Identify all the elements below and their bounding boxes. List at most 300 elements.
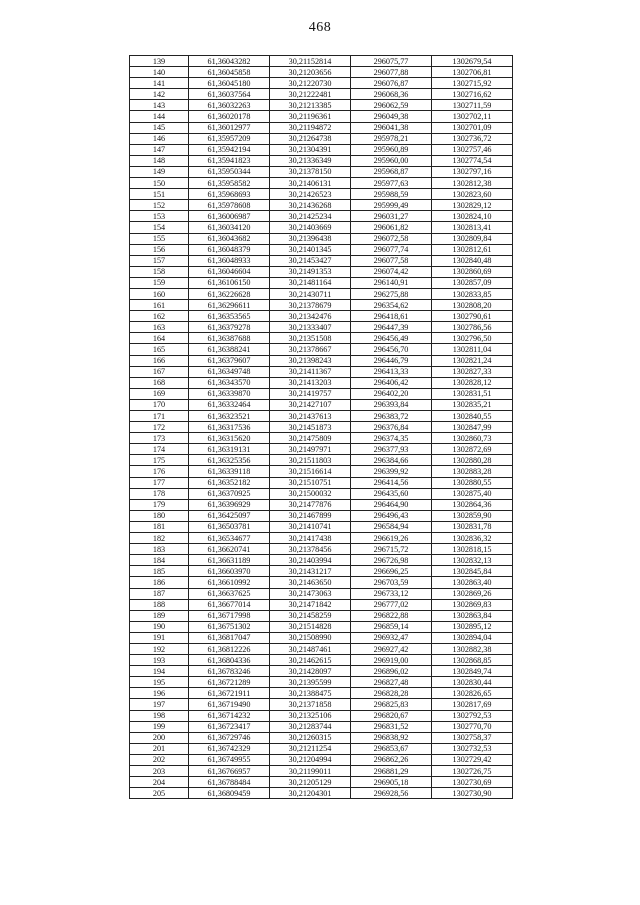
table-row	[130, 433, 513, 444]
x-coordinate-cell: 296881,29	[351, 766, 432, 777]
point-number-cell: 157	[130, 255, 189, 266]
point-number-cell: 171	[130, 411, 189, 422]
y-coordinate-cell: 1302882,38	[432, 643, 513, 654]
x-coordinate-cell: 296715,72	[351, 544, 432, 555]
latitude-cell: 61,36045180	[189, 78, 270, 89]
table-row	[130, 754, 513, 765]
x-coordinate-cell: 296932,47	[351, 632, 432, 643]
y-coordinate-cell: 1302715,92	[432, 78, 513, 89]
longitude-cell: 30,21304391	[270, 144, 351, 155]
longitude-cell: 30,21204994	[270, 754, 351, 765]
latitude-cell: 61,36020178	[189, 111, 270, 122]
x-coordinate-cell: 296414,56	[351, 477, 432, 488]
y-coordinate-cell: 1302702,11	[432, 111, 513, 122]
y-coordinate-cell: 1302827,33	[432, 366, 513, 377]
table-row	[130, 111, 513, 122]
table-row	[130, 100, 513, 111]
point-number-cell: 169	[130, 388, 189, 399]
longitude-cell: 30,21398243	[270, 355, 351, 366]
latitude-cell: 61,36370925	[189, 488, 270, 499]
y-coordinate-cell: 1302895,12	[432, 621, 513, 632]
y-coordinate-cell: 1302824,10	[432, 211, 513, 222]
point-number-cell: 189	[130, 610, 189, 621]
latitude-cell: 61,36766957	[189, 766, 270, 777]
y-coordinate-cell: 1302875,40	[432, 488, 513, 499]
latitude-cell: 61,36714232	[189, 710, 270, 721]
latitude-cell: 61,36817047	[189, 632, 270, 643]
latitude-cell: 61,36603970	[189, 566, 270, 577]
y-coordinate-cell: 1302808,20	[432, 300, 513, 311]
latitude-cell: 61,36012977	[189, 122, 270, 133]
latitude-cell: 61,36387688	[189, 333, 270, 344]
longitude-cell: 30,21283744	[270, 721, 351, 732]
longitude-cell: 30,21199011	[270, 766, 351, 777]
x-coordinate-cell: 295960,00	[351, 155, 432, 166]
longitude-cell: 30,21403669	[270, 222, 351, 233]
longitude-cell: 30,21395599	[270, 677, 351, 688]
point-number-cell: 193	[130, 655, 189, 666]
table-row	[130, 655, 513, 666]
y-coordinate-cell: 1302828,12	[432, 377, 513, 388]
x-coordinate-cell: 296825,83	[351, 699, 432, 710]
latitude-cell: 61,36043682	[189, 233, 270, 244]
longitude-cell: 30,21431217	[270, 566, 351, 577]
point-number-cell: 145	[130, 122, 189, 133]
latitude-cell: 61,36812226	[189, 643, 270, 654]
latitude-cell: 61,36034120	[189, 222, 270, 233]
table-row	[130, 588, 513, 599]
x-coordinate-cell: 296862,26	[351, 754, 432, 765]
longitude-cell: 30,21473063	[270, 588, 351, 599]
table-row	[130, 743, 513, 754]
table-row	[130, 488, 513, 499]
table-row	[130, 555, 513, 566]
table-row	[130, 178, 513, 189]
x-coordinate-cell: 296838,92	[351, 732, 432, 743]
y-coordinate-cell: 1302880,28	[432, 455, 513, 466]
point-number-cell: 176	[130, 466, 189, 477]
x-coordinate-cell: 296377,93	[351, 444, 432, 455]
longitude-cell: 30,21467899	[270, 510, 351, 521]
y-coordinate-cell: 1302864,36	[432, 499, 513, 510]
latitude-cell: 61,36048933	[189, 255, 270, 266]
x-coordinate-cell: 295988,59	[351, 189, 432, 200]
y-coordinate-cell: 1302872,69	[432, 444, 513, 455]
longitude-cell: 30,21428097	[270, 666, 351, 677]
latitude-cell: 61,36742329	[189, 743, 270, 754]
latitude-cell: 61,36729746	[189, 732, 270, 743]
latitude-cell: 61,35958582	[189, 178, 270, 189]
point-number-cell: 155	[130, 233, 189, 244]
table-row	[130, 499, 513, 510]
longitude-cell: 30,21427107	[270, 399, 351, 410]
longitude-cell: 30,21410741	[270, 521, 351, 532]
point-number-cell: 175	[130, 455, 189, 466]
latitude-cell: 61,35968693	[189, 189, 270, 200]
y-coordinate-cell: 1302729,42	[432, 754, 513, 765]
y-coordinate-cell: 1302732,53	[432, 743, 513, 754]
table-row	[130, 599, 513, 610]
longitude-cell: 30,21481164	[270, 277, 351, 288]
table-row	[130, 388, 513, 399]
table-row	[130, 732, 513, 743]
latitude-cell: 61,35950344	[189, 166, 270, 177]
latitude-cell: 61,36631189	[189, 555, 270, 566]
y-coordinate-cell: 1302821,24	[432, 355, 513, 366]
x-coordinate-cell: 296726,98	[351, 555, 432, 566]
y-coordinate-cell: 1302809,84	[432, 233, 513, 244]
x-coordinate-cell: 296354,62	[351, 300, 432, 311]
y-coordinate-cell: 1302859,90	[432, 510, 513, 521]
latitude-cell: 61,36296611	[189, 300, 270, 311]
point-number-cell: 159	[130, 277, 189, 288]
table-row	[130, 144, 513, 155]
table-row	[130, 300, 513, 311]
x-coordinate-cell: 295978,21	[351, 133, 432, 144]
x-coordinate-cell: 296075,77	[351, 56, 432, 67]
longitude-cell: 30,21325106	[270, 710, 351, 721]
y-coordinate-cell: 1302835,21	[432, 399, 513, 410]
x-coordinate-cell: 296384,66	[351, 455, 432, 466]
x-coordinate-cell: 296376,84	[351, 422, 432, 433]
table-row	[130, 277, 513, 288]
point-number-cell: 179	[130, 499, 189, 510]
table-row	[130, 566, 513, 577]
y-coordinate-cell: 1302869,83	[432, 599, 513, 610]
x-coordinate-cell: 296464,90	[351, 499, 432, 510]
latitude-cell: 61,36032263	[189, 100, 270, 111]
table-row	[130, 710, 513, 721]
point-number-cell: 166	[130, 355, 189, 366]
longitude-cell: 30,21336349	[270, 155, 351, 166]
y-coordinate-cell: 1302774,54	[432, 155, 513, 166]
table-row	[130, 510, 513, 521]
point-number-cell: 184	[130, 555, 189, 566]
y-coordinate-cell: 1302863,40	[432, 577, 513, 588]
longitude-cell: 30,21378679	[270, 300, 351, 311]
x-coordinate-cell: 296074,42	[351, 266, 432, 277]
longitude-cell: 30,21436268	[270, 200, 351, 211]
x-coordinate-cell: 296374,35	[351, 433, 432, 444]
table-row	[130, 621, 513, 632]
longitude-cell: 30,21406131	[270, 178, 351, 189]
table-row	[130, 666, 513, 677]
y-coordinate-cell: 1302817,69	[432, 699, 513, 710]
latitude-cell: 61,36339870	[189, 388, 270, 399]
table-row	[130, 200, 513, 211]
latitude-cell: 61,36315620	[189, 433, 270, 444]
x-coordinate-cell: 296077,58	[351, 255, 432, 266]
longitude-cell: 30,21510751	[270, 477, 351, 488]
point-number-cell: 146	[130, 133, 189, 144]
table-row	[130, 155, 513, 166]
table-row	[130, 411, 513, 422]
y-coordinate-cell: 1302868,85	[432, 655, 513, 666]
point-number-cell: 162	[130, 311, 189, 322]
x-coordinate-cell: 296928,56	[351, 788, 432, 799]
latitude-cell: 61,35941823	[189, 155, 270, 166]
longitude-cell: 30,21220730	[270, 78, 351, 89]
latitude-cell: 61,36677014	[189, 599, 270, 610]
table-row	[130, 122, 513, 133]
longitude-cell: 30,21351508	[270, 333, 351, 344]
latitude-cell: 61,36717998	[189, 610, 270, 621]
longitude-cell: 30,21388475	[270, 688, 351, 699]
latitude-cell: 61,36809459	[189, 788, 270, 799]
y-coordinate-cell: 1302833,85	[432, 288, 513, 299]
longitude-cell: 30,21378456	[270, 544, 351, 555]
longitude-cell: 30,21500032	[270, 488, 351, 499]
table-row	[130, 355, 513, 366]
point-number-cell: 196	[130, 688, 189, 699]
point-number-cell: 160	[130, 288, 189, 299]
point-number-cell: 149	[130, 166, 189, 177]
latitude-cell: 61,35957209	[189, 133, 270, 144]
x-coordinate-cell: 296619,26	[351, 533, 432, 544]
x-coordinate-cell: 296402,20	[351, 388, 432, 399]
table-row	[130, 266, 513, 277]
point-number-cell: 199	[130, 721, 189, 732]
point-number-cell: 200	[130, 732, 189, 743]
longitude-cell: 30,21426523	[270, 189, 351, 200]
table-row	[130, 78, 513, 89]
y-coordinate-cell: 1302845,84	[432, 566, 513, 577]
x-coordinate-cell: 296696,25	[351, 566, 432, 577]
table-row	[130, 211, 513, 222]
x-coordinate-cell: 296076,87	[351, 78, 432, 89]
y-coordinate-cell: 1302894,04	[432, 632, 513, 643]
y-coordinate-cell: 1302726,75	[432, 766, 513, 777]
x-coordinate-cell: 296446,79	[351, 355, 432, 366]
table-row	[130, 422, 513, 433]
table-row	[130, 233, 513, 244]
y-coordinate-cell: 1302831,51	[432, 388, 513, 399]
latitude-cell: 61,36048379	[189, 244, 270, 255]
y-coordinate-cell: 1302818,15	[432, 544, 513, 555]
y-coordinate-cell: 1302796,50	[432, 333, 513, 344]
x-coordinate-cell: 296072,58	[351, 233, 432, 244]
longitude-cell: 30,21419757	[270, 388, 351, 399]
point-number-cell: 172	[130, 422, 189, 433]
latitude-cell: 61,36332464	[189, 399, 270, 410]
point-number-cell: 151	[130, 189, 189, 200]
x-coordinate-cell: 295960,89	[351, 144, 432, 155]
point-number-cell: 163	[130, 322, 189, 333]
x-coordinate-cell: 296703,59	[351, 577, 432, 588]
x-coordinate-cell: 296456,70	[351, 344, 432, 355]
point-number-cell: 140	[130, 67, 189, 78]
x-coordinate-cell: 296927,42	[351, 643, 432, 654]
point-number-cell: 181	[130, 521, 189, 532]
longitude-cell: 30,21264738	[270, 133, 351, 144]
point-number-cell: 158	[130, 266, 189, 277]
point-number-cell: 182	[130, 533, 189, 544]
y-coordinate-cell: 1302730,69	[432, 777, 513, 788]
y-coordinate-cell: 1302860,69	[432, 266, 513, 277]
longitude-cell: 30,21194872	[270, 122, 351, 133]
point-number-cell: 205	[130, 788, 189, 799]
y-coordinate-cell: 1302812,61	[432, 244, 513, 255]
point-number-cell: 164	[130, 333, 189, 344]
longitude-cell: 30,21417438	[270, 533, 351, 544]
y-coordinate-cell: 1302706,81	[432, 67, 513, 78]
longitude-cell: 30,21462615	[270, 655, 351, 666]
y-coordinate-cell: 1302716,62	[432, 89, 513, 100]
y-coordinate-cell: 1302830,44	[432, 677, 513, 688]
latitude-cell: 61,36503781	[189, 521, 270, 532]
latitude-cell: 61,36379607	[189, 355, 270, 366]
longitude-cell: 30,21211254	[270, 743, 351, 754]
table-row	[130, 333, 513, 344]
x-coordinate-cell: 296140,91	[351, 277, 432, 288]
table-row	[130, 133, 513, 144]
point-number-cell: 143	[130, 100, 189, 111]
latitude-cell: 61,36620741	[189, 544, 270, 555]
longitude-cell: 30,21403994	[270, 555, 351, 566]
latitude-cell: 61,36325356	[189, 455, 270, 466]
point-number-cell: 165	[130, 344, 189, 355]
point-number-cell: 150	[130, 178, 189, 189]
x-coordinate-cell: 296777,02	[351, 599, 432, 610]
table-row	[130, 577, 513, 588]
latitude-cell: 61,36804336	[189, 655, 270, 666]
table-row	[130, 766, 513, 777]
longitude-cell: 30,21205129	[270, 777, 351, 788]
table-row	[130, 533, 513, 544]
table-row	[130, 189, 513, 200]
y-coordinate-cell: 1302736,72	[432, 133, 513, 144]
y-coordinate-cell: 1302832,13	[432, 555, 513, 566]
latitude-cell: 61,36045858	[189, 67, 270, 78]
latitude-cell: 61,36379278	[189, 322, 270, 333]
y-coordinate-cell: 1302711,59	[432, 100, 513, 111]
x-coordinate-cell: 296077,88	[351, 67, 432, 78]
longitude-cell: 30,21425234	[270, 211, 351, 222]
table-row	[130, 699, 513, 710]
table-row	[130, 244, 513, 255]
y-coordinate-cell: 1302863,84	[432, 610, 513, 621]
latitude-cell: 61,36353565	[189, 311, 270, 322]
x-coordinate-cell: 295968,87	[351, 166, 432, 177]
table-row	[130, 288, 513, 299]
point-number-cell: 139	[130, 56, 189, 67]
latitude-cell: 61,36317536	[189, 422, 270, 433]
y-coordinate-cell: 1302849,74	[432, 666, 513, 677]
x-coordinate-cell: 296061,82	[351, 222, 432, 233]
y-coordinate-cell: 1302860,73	[432, 433, 513, 444]
coordinates-table	[129, 55, 513, 799]
point-number-cell: 174	[130, 444, 189, 455]
y-coordinate-cell: 1302679,54	[432, 56, 513, 67]
latitude-cell: 61,36319131	[189, 444, 270, 455]
latitude-cell: 61,36043282	[189, 56, 270, 67]
table-row	[130, 544, 513, 555]
x-coordinate-cell: 295977,63	[351, 178, 432, 189]
table-row	[130, 521, 513, 532]
latitude-cell: 61,36425097	[189, 510, 270, 521]
table-row	[130, 366, 513, 377]
latitude-cell: 61,35942194	[189, 144, 270, 155]
point-number-cell: 185	[130, 566, 189, 577]
longitude-cell: 30,21514828	[270, 621, 351, 632]
latitude-cell: 61,36610992	[189, 577, 270, 588]
x-coordinate-cell: 296831,52	[351, 721, 432, 732]
x-coordinate-cell: 296828,28	[351, 688, 432, 699]
longitude-cell: 30,21196361	[270, 111, 351, 122]
longitude-cell: 30,21508990	[270, 632, 351, 643]
table-row	[130, 777, 513, 788]
y-coordinate-cell: 1302883,28	[432, 466, 513, 477]
table-row	[130, 399, 513, 410]
x-coordinate-cell: 296041,38	[351, 122, 432, 133]
y-coordinate-cell: 1302813,41	[432, 222, 513, 233]
longitude-cell: 30,21371858	[270, 699, 351, 710]
x-coordinate-cell: 296413,33	[351, 366, 432, 377]
coordinates-table-body	[130, 56, 513, 799]
point-number-cell: 152	[130, 200, 189, 211]
point-number-cell: 191	[130, 632, 189, 643]
x-coordinate-cell: 296496,43	[351, 510, 432, 521]
latitude-cell: 61,36723417	[189, 721, 270, 732]
point-number-cell: 197	[130, 699, 189, 710]
longitude-cell: 30,21411367	[270, 366, 351, 377]
longitude-cell: 30,21378150	[270, 166, 351, 177]
latitude-cell: 61,35978608	[189, 200, 270, 211]
y-coordinate-cell: 1302792,53	[432, 710, 513, 721]
point-number-cell: 202	[130, 754, 189, 765]
table-row	[130, 344, 513, 355]
x-coordinate-cell: 296905,18	[351, 777, 432, 788]
point-number-cell: 180	[130, 510, 189, 521]
x-coordinate-cell: 296275,88	[351, 288, 432, 299]
x-coordinate-cell: 296896,02	[351, 666, 432, 677]
y-coordinate-cell: 1302880,55	[432, 477, 513, 488]
y-coordinate-cell: 1302829,12	[432, 200, 513, 211]
table-row	[130, 677, 513, 688]
x-coordinate-cell: 296435,60	[351, 488, 432, 499]
point-number-cell: 194	[130, 666, 189, 677]
latitude-cell: 61,36226628	[189, 288, 270, 299]
x-coordinate-cell: 296049,38	[351, 111, 432, 122]
point-number-cell: 147	[130, 144, 189, 155]
latitude-cell: 61,36006987	[189, 211, 270, 222]
table-row	[130, 788, 513, 799]
table-row	[130, 466, 513, 477]
table-row	[130, 311, 513, 322]
longitude-cell: 30,21511803	[270, 455, 351, 466]
latitude-cell: 61,36749955	[189, 754, 270, 765]
x-coordinate-cell: 296853,67	[351, 743, 432, 754]
table-row	[130, 67, 513, 78]
x-coordinate-cell: 296031,27	[351, 211, 432, 222]
y-coordinate-cell: 1302770,70	[432, 721, 513, 732]
table-row	[130, 222, 513, 233]
point-number-cell: 144	[130, 111, 189, 122]
point-number-cell: 188	[130, 599, 189, 610]
x-coordinate-cell: 296068,36	[351, 89, 432, 100]
x-coordinate-cell: 296062,59	[351, 100, 432, 111]
latitude-cell: 61,36046604	[189, 266, 270, 277]
x-coordinate-cell: 296077,74	[351, 244, 432, 255]
x-coordinate-cell: 296822,88	[351, 610, 432, 621]
latitude-cell: 61,36106150	[189, 277, 270, 288]
table-row	[130, 377, 513, 388]
point-number-cell: 178	[130, 488, 189, 499]
x-coordinate-cell: 296820,67	[351, 710, 432, 721]
y-coordinate-cell: 1302786,56	[432, 322, 513, 333]
y-coordinate-cell: 1302758,37	[432, 732, 513, 743]
x-coordinate-cell: 296859,14	[351, 621, 432, 632]
